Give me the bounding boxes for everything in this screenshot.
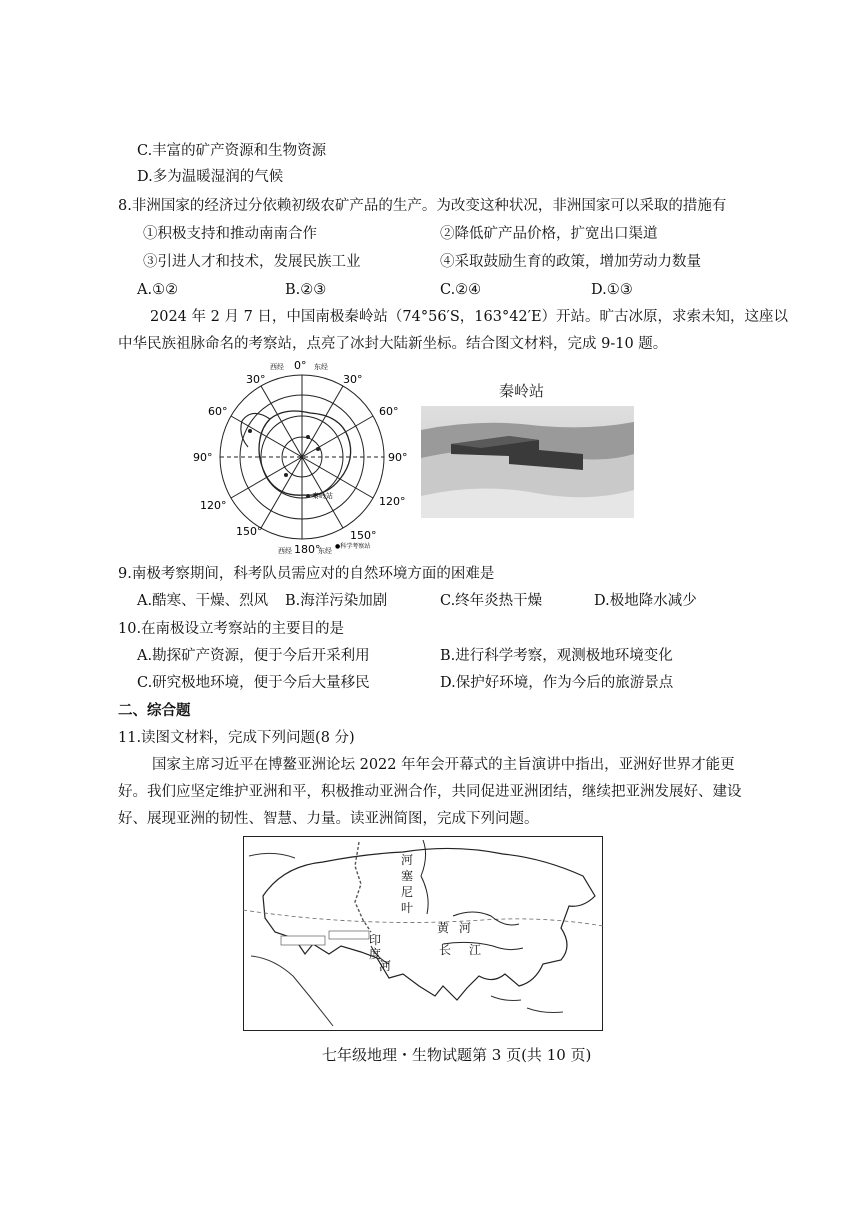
map-label-30e: 30°	[343, 373, 363, 386]
q9-option-b: B.海洋污染加剧	[285, 593, 388, 609]
map-label-90w: 90°	[193, 451, 213, 464]
photo-title: 秦岭站	[499, 382, 545, 400]
q10-stem: 10.在南极设立考察站的主要目的是	[118, 621, 345, 637]
river-label-huang: 黄	[437, 921, 450, 935]
q10-option-b: B.进行科学考察，观测极地环境变化	[440, 648, 673, 664]
q8-item-4: ④采取鼓励生育的政策，增加劳动力数量	[440, 254, 701, 270]
map-label-west-bottom: 西经	[278, 547, 292, 555]
antarctica-polar-map	[190, 357, 412, 557]
map-label-60e: 60°	[379, 405, 399, 418]
map-label-90e: 90°	[388, 451, 408, 464]
intro-line-1: 2024 年 2 月 7 日，中国南极秦岭站（74°56′S，163°42′E）开站。旷古冰原，求索未知，这座以	[150, 309, 789, 325]
section-title: 二、综合题	[118, 702, 191, 719]
river-label-he3: 河	[379, 959, 392, 973]
river-label-jiang: 江	[469, 943, 482, 957]
q11-para-3: 好、展现亚洲的韧性、智慧、力量。读亚洲简图，完成下列问题。	[118, 811, 539, 827]
q11-stem: 11.读图文材料，完成下列问题(8 分)	[118, 730, 355, 746]
map-label-east-bottom: 东经	[318, 547, 332, 555]
map-legend: ●科学考察站	[335, 543, 371, 550]
river-label-yin: 印	[369, 933, 382, 947]
river-label-he2: 河	[459, 921, 472, 935]
q8-option-d: D.①③	[591, 282, 633, 298]
q11-para-1: 国家主席习近平在博鳌亚洲论坛 2022 年年会开幕式的主旨演讲中指出，亚洲好世界才能更	[152, 757, 735, 773]
map-label-0: 0°	[294, 359, 307, 372]
river-label-chang: 长	[439, 943, 452, 957]
page-footer: 七年级地理・生物试题第 3 页(共 10 页)	[322, 1046, 592, 1064]
intro-line-2: 中华民族祖脉命名的考察站，点亮了冰封大陆新坐标。结合图文材料，完成 9-10 题。	[118, 336, 668, 352]
q8-item-2: ②降低矿产品价格，扩宽出口渠道	[440, 226, 658, 242]
q8-item-1: ①积极支持和推动南南合作	[143, 226, 317, 242]
q9-stem: 9.南极考察期间，科考队员需应对的自然环境方面的困难是	[118, 566, 495, 582]
q8-option-a: A.①②	[137, 282, 179, 298]
q10-option-a: A.勘探矿产资源，便于今后开采利用	[137, 648, 370, 664]
map-label-150e: 150°	[350, 529, 377, 542]
q7-option-d: D.多为温暖湿润的气候	[137, 169, 284, 185]
river-label-he: 河	[401, 853, 414, 867]
map-label-east-top: 东经	[314, 363, 328, 371]
map-label-150w: 150°	[236, 525, 263, 538]
map-label-120e: 120°	[379, 495, 406, 508]
map-label-180: 180°	[294, 543, 321, 556]
asia-map	[243, 836, 603, 1031]
map-label-30w: 30°	[246, 373, 266, 386]
qinling-station-photo	[421, 378, 634, 518]
q9-option-d: D.极地降水减少	[594, 593, 697, 609]
q7-option-c: C.丰富的矿产资源和生物资源	[137, 143, 327, 159]
q8-option-c: C.②④	[440, 282, 482, 298]
river-label-du: 度	[369, 947, 382, 961]
q8-stem: 8.非洲国家的经济过分依赖初级农矿产品的生产。为改变这种状况，非洲国家可以采取的措施有	[118, 198, 727, 214]
map-label-60w: 60°	[208, 405, 228, 418]
q8-item-3: ③引进人才和技术，发展民族工业	[143, 254, 361, 270]
river-label-ni: 尼	[401, 885, 414, 899]
q9-option-c: C.终年炎热干燥	[440, 593, 543, 609]
river-label-ye: 叶	[401, 901, 414, 915]
map-label-west-top: 西经	[270, 363, 284, 371]
q8-option-b: B.②③	[285, 282, 327, 298]
map-station-label: 秦岭站	[312, 492, 333, 500]
q10-option-c: C.研究极地环境，便于今后大量移民	[137, 675, 370, 691]
q11-para-2: 好。我们应坚定维护亚洲和平，积极推动亚洲合作，共同促进亚洲团结，继续把亚洲发展好、建设	[118, 784, 742, 800]
q10-option-d: D.保护好环境，作为今后的旅游景点	[440, 675, 674, 691]
q9-option-a: A.酷寒、干燥、烈风	[137, 593, 269, 609]
river-label-sai: 塞	[401, 869, 414, 883]
map-label-120w: 120°	[200, 499, 227, 512]
